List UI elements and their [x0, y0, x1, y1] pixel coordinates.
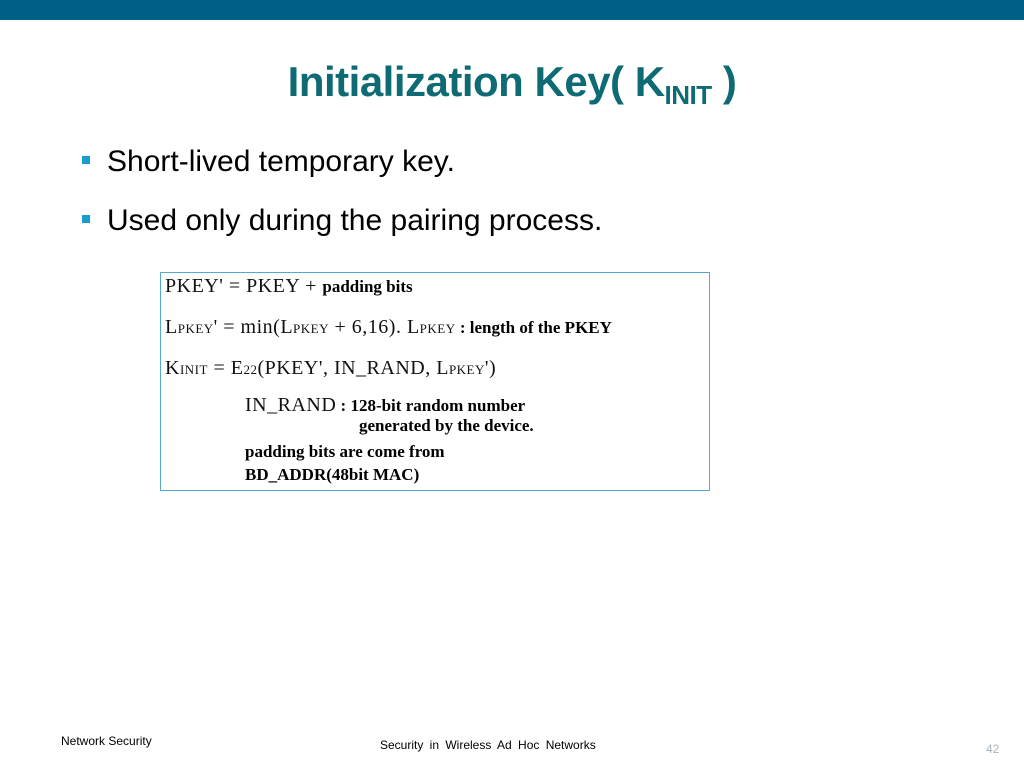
- formula-note: padding bits: [322, 277, 413, 296]
- formula-line-length: [165, 316, 612, 339]
- formula-box: [160, 272, 710, 491]
- bullet-text: Short-lived temporary key.: [107, 145, 455, 178]
- formula-math: IN_RAND: [245, 394, 337, 416]
- formula-note: : length of the PKEY: [455, 318, 612, 337]
- bullet-text: Used only during the pairing process.: [107, 204, 603, 237]
- title-subscript: INIT: [664, 80, 712, 110]
- bullet-item: [82, 140, 602, 184]
- formula-line-inrand: [245, 394, 525, 417]
- formula-line-kinit: [165, 357, 496, 380]
- formula-subscript: PKEY: [419, 321, 456, 336]
- formula-math: ' = min(L: [213, 316, 294, 338]
- footer-topic-label: Security in Wireless Ad Hoc Networks: [380, 738, 596, 752]
- square-bullet-icon: [82, 215, 90, 223]
- formula-subscript: 22: [243, 362, 258, 377]
- formula-subscript: PKEY: [448, 362, 485, 377]
- title-main: Initialization Key( K: [287, 58, 665, 105]
- formula-note: BD_ADDR(48bit MAC): [245, 465, 420, 484]
- formula-line-pkey: [165, 275, 413, 298]
- formula-math: PKEY' = PKEY +: [165, 275, 323, 297]
- slide-title: [0, 58, 1024, 110]
- square-bullet-icon: [82, 156, 90, 164]
- formula-subscript: PKEY: [177, 321, 214, 336]
- title-close: ): [711, 58, 737, 105]
- formula-subscript: INIT: [179, 362, 208, 377]
- page-number: 42: [986, 742, 1000, 756]
- formula-note: : 128-bit random number: [336, 396, 526, 415]
- formula-math: L: [165, 316, 178, 338]
- formula-math: '): [484, 357, 497, 379]
- formula-math: (PKEY', IN_RAND, L: [257, 357, 449, 379]
- formula-line-padding: [245, 442, 445, 462]
- formula-math: + 6,16). L: [329, 316, 420, 338]
- bullet-item: [82, 199, 602, 243]
- top-banner: [0, 0, 1024, 20]
- formula-note: padding bits are come from: [245, 442, 445, 461]
- formula-math: K: [165, 357, 180, 379]
- footer-course-label: Network Security: [61, 734, 152, 748]
- formula-line-bdaddr: [245, 465, 419, 485]
- formula-math: = E: [207, 357, 244, 379]
- bullet-list: [82, 140, 602, 258]
- formula-line-generated: [359, 416, 534, 436]
- formula-note: generated by the device.: [359, 416, 534, 435]
- formula-subscript: PKEY: [293, 321, 329, 336]
